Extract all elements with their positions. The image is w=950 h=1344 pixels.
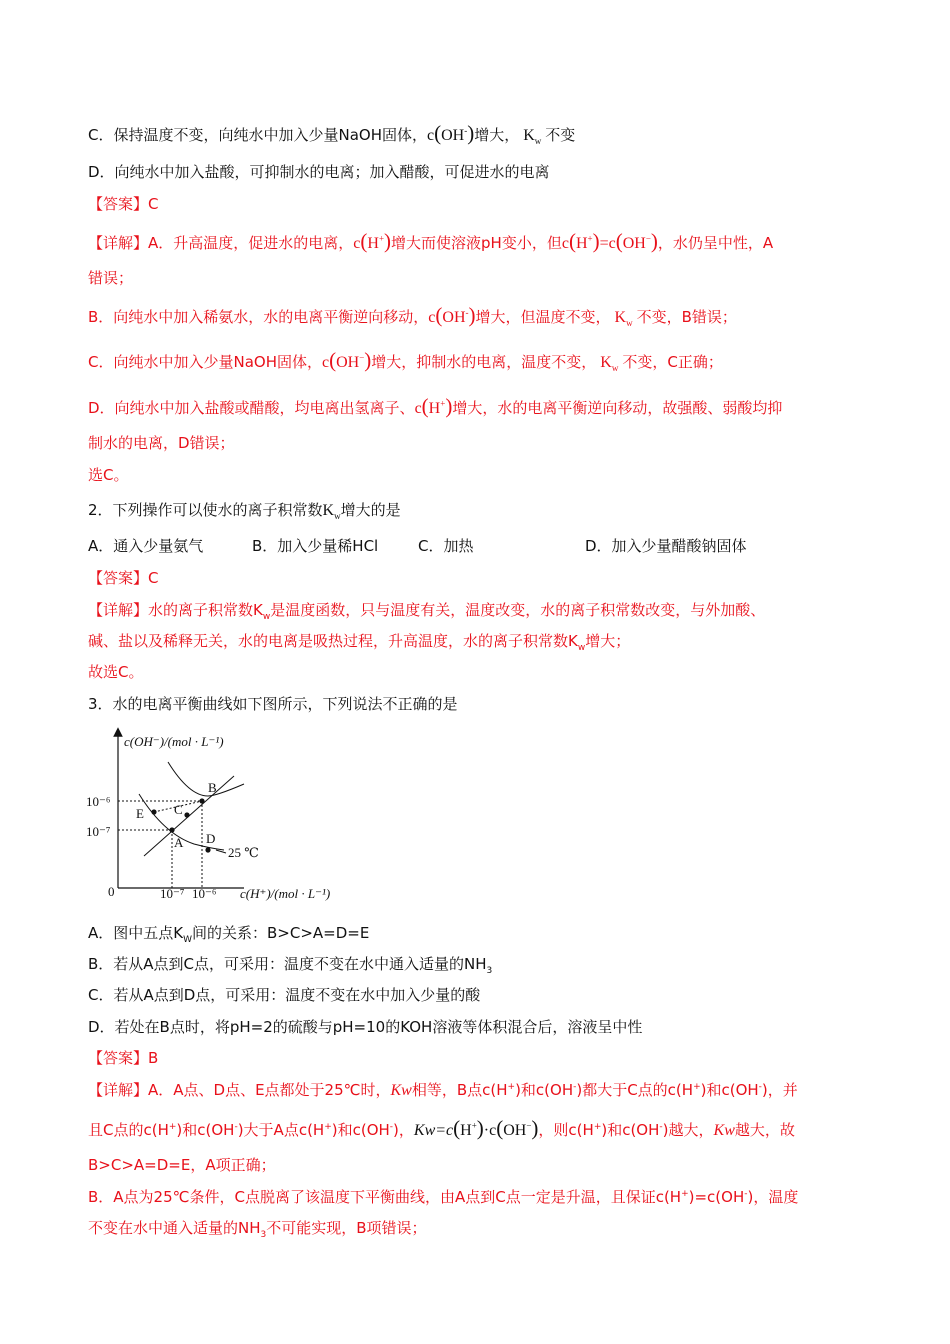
point-c bbox=[184, 812, 189, 817]
q2-answer: 【答案】C bbox=[88, 569, 159, 587]
q1-detail-b: B．向纯水中加入稀氨水，水的电离平衡逆向移动，c(OH-)增大，但温度不变， $K_w$ 不变，B错误； bbox=[88, 303, 737, 329]
x-tick-1e-7: 10⁻⁷ bbox=[160, 886, 185, 901]
q3-detail-5: 不变在水中通入适量的$NH_3$不可能实现，B项错误； bbox=[88, 1219, 427, 1240]
q2-option-a: A．通入少量氨气 bbox=[88, 537, 204, 555]
q1-detail-d-cont: 制水的电离，D错误； bbox=[88, 434, 235, 452]
q1-detail-d: D．向纯水中加入盐酸或醋酸，均电离出氢离子、c(H+)增大，水的电离平衡逆向移动，故强酸、弱酸均抑 bbox=[88, 394, 783, 418]
label-d: D bbox=[206, 831, 216, 846]
q1-option-c-text: C．保持温度不变，向纯水中加入少量NaOH固体， bbox=[88, 126, 427, 144]
q3-option-a: A．图中五点$K_W$间的关系：B>C>A=D=E bbox=[88, 924, 370, 945]
q1-detail-a: 【详解】A．升高温度，促进水的电离，c(H+)增大而使溶液pH变小，但c(H+)=c(OH−)，水仍呈中性，A bbox=[88, 229, 774, 253]
q2-choose: 故选C。 bbox=[88, 663, 144, 681]
q1-choose: 选C。 bbox=[88, 466, 129, 484]
q2-detail-1: 【详解】水的离子积常数$K_w$是温度函数，只与温度有关，温度改变，水的离子积常数改变，与外加酸、 bbox=[88, 601, 766, 622]
label-c: C bbox=[174, 802, 183, 817]
q3-stem: 3．水的电离平衡曲线如下图所示，下列说法不正确的是 bbox=[88, 695, 458, 713]
q2-option-d: D．加入少量醋酸钠固体 bbox=[585, 537, 747, 555]
q1-option-c-math: c(OH-) bbox=[426, 121, 475, 145]
label-e: E bbox=[136, 806, 144, 821]
q3-answer: 【答案】B bbox=[88, 1049, 159, 1067]
point-b bbox=[199, 798, 204, 803]
q3-option-b: B．若从A点到C点，可采用：温度不变在水中通入适量的$NH_3$ bbox=[88, 955, 493, 976]
label-b: B bbox=[208, 780, 217, 795]
curve-25c-label: 25 ℃ bbox=[228, 845, 259, 860]
x-tick-1e-6: 10⁻⁶ bbox=[192, 886, 217, 901]
q3-option-d: D．若处在B点时，将pH=2的硫酸与pH=10的KOH溶液等体积混合后，溶液呈中性 bbox=[88, 1018, 643, 1036]
point-d bbox=[205, 847, 210, 852]
q1-answer: 【答案】C bbox=[88, 195, 159, 213]
label-a: A bbox=[174, 835, 184, 850]
q2-detail-2: 碱、盐以及稀释无关，水的电离是吸热过程，升高温度，水的离子积常数$K_w$增大； bbox=[88, 632, 631, 653]
origin-label: 0 bbox=[108, 884, 115, 899]
point-e bbox=[151, 809, 156, 814]
water-ionization-graph bbox=[84, 726, 374, 906]
q1-option-c: C．保持温度不变，向纯水中加入少量NaOH固体，c(OH-)增大， $K_w$ 不变 bbox=[88, 121, 576, 147]
q3-detail-4: B．A点为25℃条件，C点脱离了该温度下平衡曲线，由A点到C点一定是升温，且保证c(H+)=c(OH-)，温度 bbox=[88, 1188, 799, 1206]
y-tick-1e-7: 10⁻⁷ bbox=[86, 824, 111, 839]
q1-detail-a-cont: 错误； bbox=[88, 269, 134, 287]
point-a bbox=[169, 827, 174, 832]
q2-option-b: B．加入少量稀HCl bbox=[252, 537, 379, 555]
q1-option-d: D．向纯水中加入盐酸，可抑制水的电离；加入醋酸，可促进水的电离 bbox=[88, 163, 550, 181]
q2-stem: 2．下列操作可以使水的离子积常数$K_w$增大的是 bbox=[88, 501, 401, 522]
q2-option-c: C．加热 bbox=[418, 537, 474, 555]
q3-detail-3: B>C>A=D=E，A项正确； bbox=[88, 1156, 276, 1174]
y-axis-label: c(OH⁻)/(mol · L⁻¹) bbox=[124, 734, 224, 749]
q3-option-c: C．若从A点到D点，可采用：温度不变在水中加入少量的酸 bbox=[88, 986, 481, 1004]
q1-detail-c: C．向纯水中加入少量NaOH固体，c(OH−)增大，抑制水的电离，温度不变， $K_w$ 不变，C正确； bbox=[88, 348, 723, 374]
curve-high-temp bbox=[168, 762, 244, 796]
q3-detail-1: 【详解】A．A点、D点、E点都处于25℃时，Kw相等，B点c(H+)和c(OH-)都大于C点的c(H+)和c(OH-)，并 bbox=[88, 1081, 798, 1099]
x-axis-label: c(H⁺)/(mol · L⁻¹) bbox=[240, 886, 331, 901]
q3-detail-2: 且C点的c(H+)和c(OH-)大于A点c(H+)和c(OH-)，Kw=c(H+)·c(OH−)，则c(H+)和c(OH-)越大，Kw越大，故 bbox=[88, 1116, 795, 1140]
y-tick-1e-6: 10⁻⁶ bbox=[86, 794, 111, 809]
